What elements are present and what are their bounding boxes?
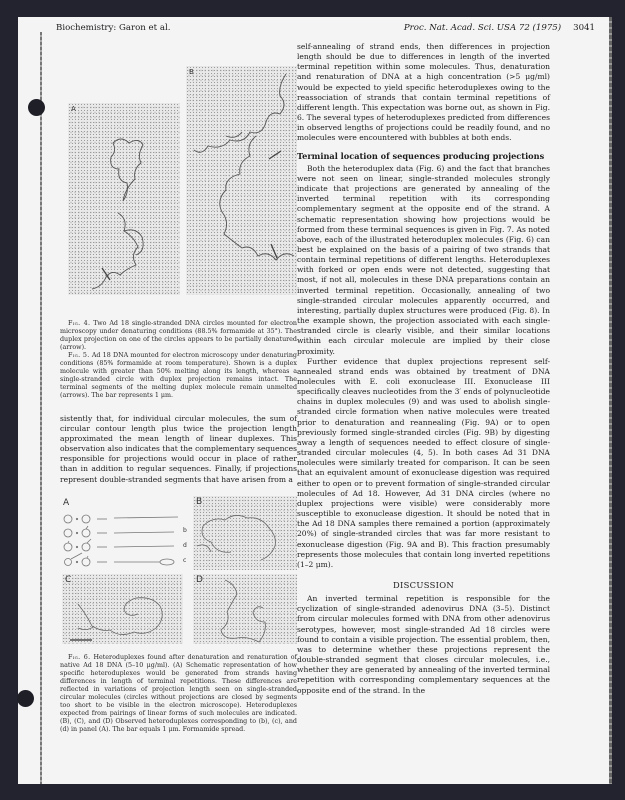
punch-hole-bottom [17, 690, 34, 707]
figure-6-caption [60, 654, 297, 734]
figure-6a-schematic [60, 500, 180, 576]
journal-citation: Proc. Nat. Acad. Sci. USA 72 (1975) [403, 23, 562, 33]
figure-4-micrograph [68, 103, 180, 295]
right-column-text [297, 42, 550, 696]
fig5-caption [60, 352, 297, 400]
panel-label-b: B [189, 68, 194, 76]
dna-strands-illustration [193, 496, 297, 570]
paragraph-discussion: An inverted terminal repetition is responsible for the cyclization of single-stranded adenovirus DNA (3–5). Distinct from circular molecules formed with DNA from other adenovirus serotypes, however, most single-stranded Ad 18 circles were found to contain a visible projection. The essential problem, then, was to determine whether these projections represent the double-stranded segment that closes circular molecules, i.e., whether they are generated by annealing of the inverted terminal repetition with corresponding complementary sequences at the opposite end of the strand. In the [297, 594, 550, 695]
schematic-label-b: b [183, 527, 187, 534]
fig6-label: Fig. 6. [68, 654, 91, 661]
fig5-caption-text: Ad 18 DNA mounted for electron microscopy under denaturing conditions (85% formamide at room temperature). Shown is a duplex molecule with greater than 50% melting along its length, whereas a single-stranded circle with duplex projection remains intact. The terminal segments of the melting duplex molecule remain unmelted (arrows). The bar represents 1 μm. [60, 352, 297, 400]
punch-hole-top [28, 99, 45, 116]
heteroduplex-schematic-diagram [60, 500, 180, 576]
fig4-label: Fig. 4. [68, 320, 91, 327]
dna-strands-illustration [186, 66, 297, 295]
schematic-label-d: d [183, 542, 187, 549]
discussion-heading: DISCUSSION [392, 579, 455, 590]
figure-6c-micrograph [62, 574, 183, 644]
page-number: 3041 [573, 23, 595, 33]
paragraph-heteroduplex-expectation: self-annealing of strand ends, then differences in projection length should be due to differences in length of the inverted terminal repetition within some molecules. Thus, denaturation and renaturation of DNA at a high concentration (>5 μg/ml) would be expected to yield specific heteroduplexes owing to the reassociation of strands that contain terminal repetitions of different length. This expectation was borne out, as shown in Fig. 6. The several types of heteroduplexes predicted from differences in observed lengths of projections could be readily found, and no molecules were encountered with bubbles at both ends. [297, 42, 550, 143]
schematic-label-c: c [183, 557, 187, 564]
paragraph-terminal-location: Both the heteroduplex data (Fig. 6) and the fact that branches were not seen on linear, single-stranded molecules strongly indicate that projections are generated by annealing of the inverted terminal repetition with its corresponding complementary segment at the opposite end of the strand. A schematic representation showing how projections would be formed from these terminal sequences is given in Fig. 7. As noted above, each of the illustrated heteroduplex molecules (Fig. 6) can best be explained on the basis of a pairing of two strands that contain terminal repetitions of different lengths. Heteroduplexes with forked or open ends were not detected, suggesting that most, if not all, molecules in these DNA preparations contain an inverted terminal repetition. Occasionally, annealing of two single-stranded circular molecules apparently occurred, and interesting, partially duplex structures were produced (Fig. 8). In the example shown, the projection associated with each single-stranded circle is clearly visible, and their similar locations within each circular molecule are implied by their close proximity. [297, 163, 550, 356]
running-head-journal [404, 23, 595, 33]
left-column-text [60, 414, 297, 485]
panel-label-c: C [65, 575, 72, 585]
fig4-caption [60, 320, 297, 352]
running-head [56, 23, 595, 37]
fig6-caption [60, 654, 297, 734]
fig5-label: Fig. 5. [68, 352, 90, 360]
left-paragraph: sistently that, for individual circular molecules, the sum of circular contour length plus twice the projection length approximated the mean length of linear duplexes. This observation also indicates that the complementary sequences responsible for projections would occur in place of rather than in addition to regular sequences. Finally, if projections represent double-stranded segments that have arisen from a [60, 414, 297, 484]
running-head-authors: Biochemistry: Garon et al. [56, 23, 171, 33]
figure-6b-micrograph [193, 496, 297, 570]
figure-6d-micrograph [193, 574, 297, 644]
panel-label-b: B [196, 497, 203, 507]
page-edge-line [40, 32, 42, 784]
panel-label-a: A [71, 105, 76, 113]
panel-label-a: A [63, 498, 70, 508]
figure-4-5-caption [60, 320, 297, 400]
fig6-caption-text: Heteroduplexes found after denaturation and renaturation of native Ad 18 DNA (5–10 μg/ml). (A) Schematic representation of how specific heteroduplexes would be generated from strands having differences in length of terminal repetitions. These differences are reflected in variations of projection length seen on single-stranded circular molecules (circles without projections are closed by segments too short to be visible in the electron microscope). Heteroduplexes expected from pairings of linear forms of such molecules are indicated. (B), (C), and (D) Observed heteroduplexes corresponding to (b), (c), and (d) in panel (A). The bar equals 1 μm. Formamide spread. [60, 654, 297, 734]
dna-strands-illustration [62, 574, 183, 644]
fig4-caption-text: Two Ad 18 single-stranded DNA circles mounted for electron microscopy under denaturing conditions (88.5% formamide at 35°). The duplex projection on one of the circles appears to be partially denatured (arrow). [60, 320, 297, 352]
dna-strands-illustration [68, 103, 180, 295]
paragraph-exonuclease-evidence: Further evidence that duplex projections represent self-annealed strand ends was obtained by treatment of DNA molecules with E. coli exonuclease III. Exonuclease III specifically cleaves nucleotides from the 3′ ends of polynucleotide chains in duplex molecules (9) and was used to abolish single-stranded circle formation when native molecules were treated prior to denaturation and reannealing (Fig. 9A) or to open previously formed single-stranded circles (Fig. 9B) by digesting away a length of sequences needed to effect closure of single-stranded circular molecules (4, 5). In both cases Ad 31 DNA molecules were similarly treated for comparison. It can be seen that an equivalent amount of exonuclease digestion was required either to open or to prevent formation of single-stranded circular molecules of Ad 18. However, Ad 31 DNA circles (where no duplex projections were visible) were considerably more susceptible to exonuclease digestion. It should be noted that in the Ad 18 DNA samples there remained a portion (approximately 20%) of single-stranded circles that was far more resistant to exonuclease digestion (Fig. 9A and B). This fraction presumably represents those molecules that contain long inverted repetitions (1–2 μm). [297, 356, 550, 569]
dna-strands-illustration [193, 574, 297, 644]
figure-5-micrograph [186, 66, 297, 295]
panel-label-d: D [196, 575, 203, 585]
page-right-edge [609, 17, 612, 784]
section-heading: Terminal location of sequences producing projections [297, 150, 545, 161]
